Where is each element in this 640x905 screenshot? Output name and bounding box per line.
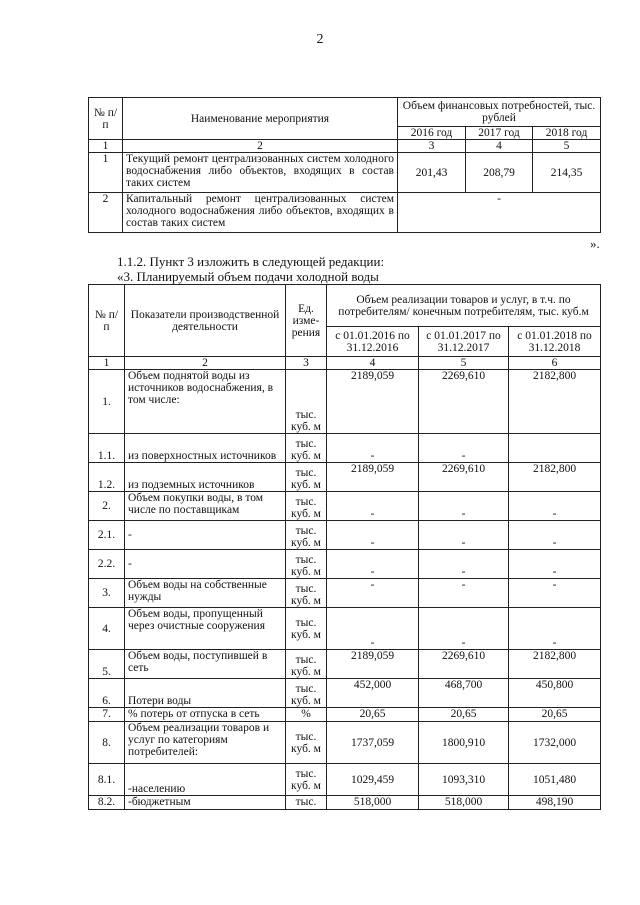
t1-header-name: Наименование мероприятия	[123, 98, 398, 140]
row-value: -	[419, 492, 509, 521]
row-name: -	[125, 521, 286, 550]
section-heading: «3. Планируемый объем подачи холодной воды	[117, 269, 379, 284]
row-unit: тыс. куб. м	[286, 434, 327, 463]
row-value: -	[327, 579, 419, 608]
row-name: -населению	[125, 764, 286, 796]
row-value: -	[419, 521, 509, 550]
row-value: 518,000	[419, 796, 509, 810]
page-number: 2	[316, 32, 324, 47]
t2-period: с 01.01.2018 по 31.12.2018	[509, 327, 601, 357]
t1-index-row	[89, 140, 601, 153]
row-value: -	[327, 550, 419, 579]
row-no: 4.	[89, 608, 125, 650]
row-value: 1051,480	[509, 764, 601, 796]
t1-year: 2017 год	[466, 127, 533, 140]
t1-row-name: Текущий ремонт централизованных систем холодного водоснабжения либо объектов, входящих в состав таких систем	[123, 153, 398, 193]
row-name: -бюджетным	[125, 796, 286, 810]
row-value: 1029,459	[327, 764, 419, 796]
row-unit: тыс. куб. м	[286, 722, 327, 764]
t1-merged-value: -	[398, 193, 601, 233]
row-name: Потери воды	[125, 679, 286, 708]
row-no: 1.2.	[89, 463, 125, 492]
table-row	[89, 650, 601, 679]
row-unit: тыс. куб. м	[286, 764, 327, 796]
table-row	[89, 764, 601, 796]
row-name: -	[125, 550, 286, 579]
t1-header-no: № п/п	[89, 98, 123, 140]
row-value: -	[327, 434, 419, 463]
t1-row-no: 2	[89, 193, 123, 233]
row-no: 5.	[89, 650, 125, 679]
t2-header-no: № п/п	[89, 285, 125, 357]
row-value: 498,190	[509, 796, 601, 810]
row-value: 1093,310	[419, 764, 509, 796]
row-value: -	[419, 608, 509, 650]
row-value: 1732,000	[509, 722, 601, 764]
row-name: Объем воды на собственные нужды	[125, 579, 286, 608]
t2-period: с 01.01.2016 по 31.12.2016	[327, 327, 419, 357]
table-row	[89, 492, 601, 521]
t1-header-volume: Объем финансовых потребностей, тыс. рублей	[398, 98, 601, 127]
table-row	[89, 463, 601, 492]
row-value: 468,700	[419, 679, 509, 708]
t2-header-volume: Объем реализации товаров и услуг, в т.ч. по потребителям/ конечным потребителям, тыс. куб.м	[327, 285, 601, 327]
row-no: 1.	[89, 370, 125, 434]
row-value	[509, 434, 601, 463]
table-row	[89, 370, 601, 434]
t1-row	[89, 153, 601, 193]
row-value: 2269,610	[419, 370, 509, 434]
row-unit: тыс. куб. м	[286, 521, 327, 550]
t1-year: 2016 год	[398, 127, 466, 140]
closing-quote: ».	[590, 236, 600, 251]
row-value: 20,65	[419, 708, 509, 722]
row-unit: тыс. куб. м	[286, 550, 327, 579]
row-unit: тыс. куб. м	[286, 370, 327, 434]
row-value: -	[419, 579, 509, 608]
row-no: 7.	[89, 708, 125, 722]
row-value: 1737,059	[327, 722, 419, 764]
row-value: 2189,059	[327, 463, 419, 492]
row-no: 2.1.	[89, 521, 125, 550]
table-row	[89, 679, 601, 708]
row-value: -	[509, 579, 601, 608]
row-no: 8.1.	[89, 764, 125, 796]
row-unit: тыс.	[286, 796, 327, 810]
row-value: 20,65	[509, 708, 601, 722]
t2-index-row	[89, 357, 601, 370]
row-name: % потерь от отпуска в сеть	[125, 708, 286, 722]
row-value: 2182,800	[509, 463, 601, 492]
row-value: 2189,059	[327, 370, 419, 434]
row-value: 1800,910	[419, 722, 509, 764]
table-row	[89, 608, 601, 650]
row-unit: тыс. куб. м	[286, 579, 327, 608]
row-name: Объем покупки воды, в том числе по поставщикам	[125, 492, 286, 521]
row-value: -	[327, 492, 419, 521]
table-row	[89, 708, 601, 722]
table-row	[89, 796, 601, 810]
t2-index: 3	[286, 357, 327, 370]
row-no: 8.	[89, 722, 125, 764]
t2-index: 6	[509, 357, 601, 370]
table-row	[89, 434, 601, 463]
row-value: 518,000	[327, 796, 419, 810]
t1-year: 2018 год	[533, 127, 601, 140]
row-value: 2189,059	[327, 650, 419, 679]
t1-row-name: Капитальный ремонт централизованных систем холодного водоснабжения либо объектов, входящих в состав таких систем	[123, 193, 398, 233]
amendment-paragraph: 1.1.2. Пункт 3 изложить в следующей редакции:	[117, 254, 385, 269]
row-value: 2269,610	[419, 463, 509, 492]
row-value: 2269,610	[419, 650, 509, 679]
row-name: из подземных источников	[125, 463, 286, 492]
row-value: -	[509, 608, 601, 650]
row-name: из поверхностных источников	[125, 434, 286, 463]
t2-period: с 01.01.2017 по 31.12.2017	[419, 327, 509, 357]
row-no: 6.	[89, 679, 125, 708]
t2-index: 5	[419, 357, 509, 370]
row-value: -	[419, 434, 509, 463]
water-supply-table	[88, 284, 601, 810]
table-row	[89, 521, 601, 550]
table-row	[89, 722, 601, 764]
row-unit: тыс. куб. м	[286, 679, 327, 708]
row-value: -	[509, 521, 601, 550]
t2-header-indicator: Показатели производственной деятельности	[125, 285, 286, 357]
row-no: 8.2.	[89, 796, 125, 810]
t1-index: 5	[533, 140, 601, 153]
row-value: -	[327, 608, 419, 650]
row-value: 2182,800	[509, 650, 601, 679]
t2-index: 4	[327, 357, 419, 370]
t1-index: 2	[123, 140, 398, 153]
t1-index: 3	[398, 140, 466, 153]
row-value: 452,000	[327, 679, 419, 708]
row-value: -	[509, 550, 601, 579]
row-unit: %	[286, 708, 327, 722]
row-value: 20,65	[327, 708, 419, 722]
t1-index: 4	[466, 140, 533, 153]
row-unit: тыс. куб. м	[286, 463, 327, 492]
row-name: Объем реализации товаров и услуг по категориям потребителей:	[125, 722, 286, 764]
row-name: Объем воды, поступившей в сеть	[125, 650, 286, 679]
t1-index: 1	[89, 140, 123, 153]
t1-value: 208,79	[466, 153, 533, 193]
t1-value: 201,43	[398, 153, 466, 193]
row-no: 3.	[89, 579, 125, 608]
table-row	[89, 550, 601, 579]
row-unit: тыс. куб. м	[286, 608, 327, 650]
row-no: 2.	[89, 492, 125, 521]
t1-value: 214,35	[533, 153, 601, 193]
row-no: 1.1.	[89, 434, 125, 463]
row-value: -	[327, 521, 419, 550]
row-value: -	[509, 492, 601, 521]
financial-needs-table	[88, 97, 601, 233]
table-row	[89, 579, 601, 608]
row-no: 2.2.	[89, 550, 125, 579]
row-name: Объем поднятой воды из источников водоснабжения, в том числе:	[125, 370, 286, 434]
row-value: -	[419, 550, 509, 579]
t2-index: 1	[89, 357, 125, 370]
row-unit: тыс. куб. м	[286, 492, 327, 521]
t1-row-no: 1	[89, 153, 123, 193]
row-unit: тыс. куб. м	[286, 650, 327, 679]
t1-row	[89, 193, 601, 233]
row-value: 2182,800	[509, 370, 601, 434]
t2-header-unit: Ед. изме-рения	[286, 285, 327, 357]
t2-index: 2	[125, 357, 286, 370]
row-value: 450,800	[509, 679, 601, 708]
row-name: Объем воды, пропущенный через очистные сооружения	[125, 608, 286, 650]
